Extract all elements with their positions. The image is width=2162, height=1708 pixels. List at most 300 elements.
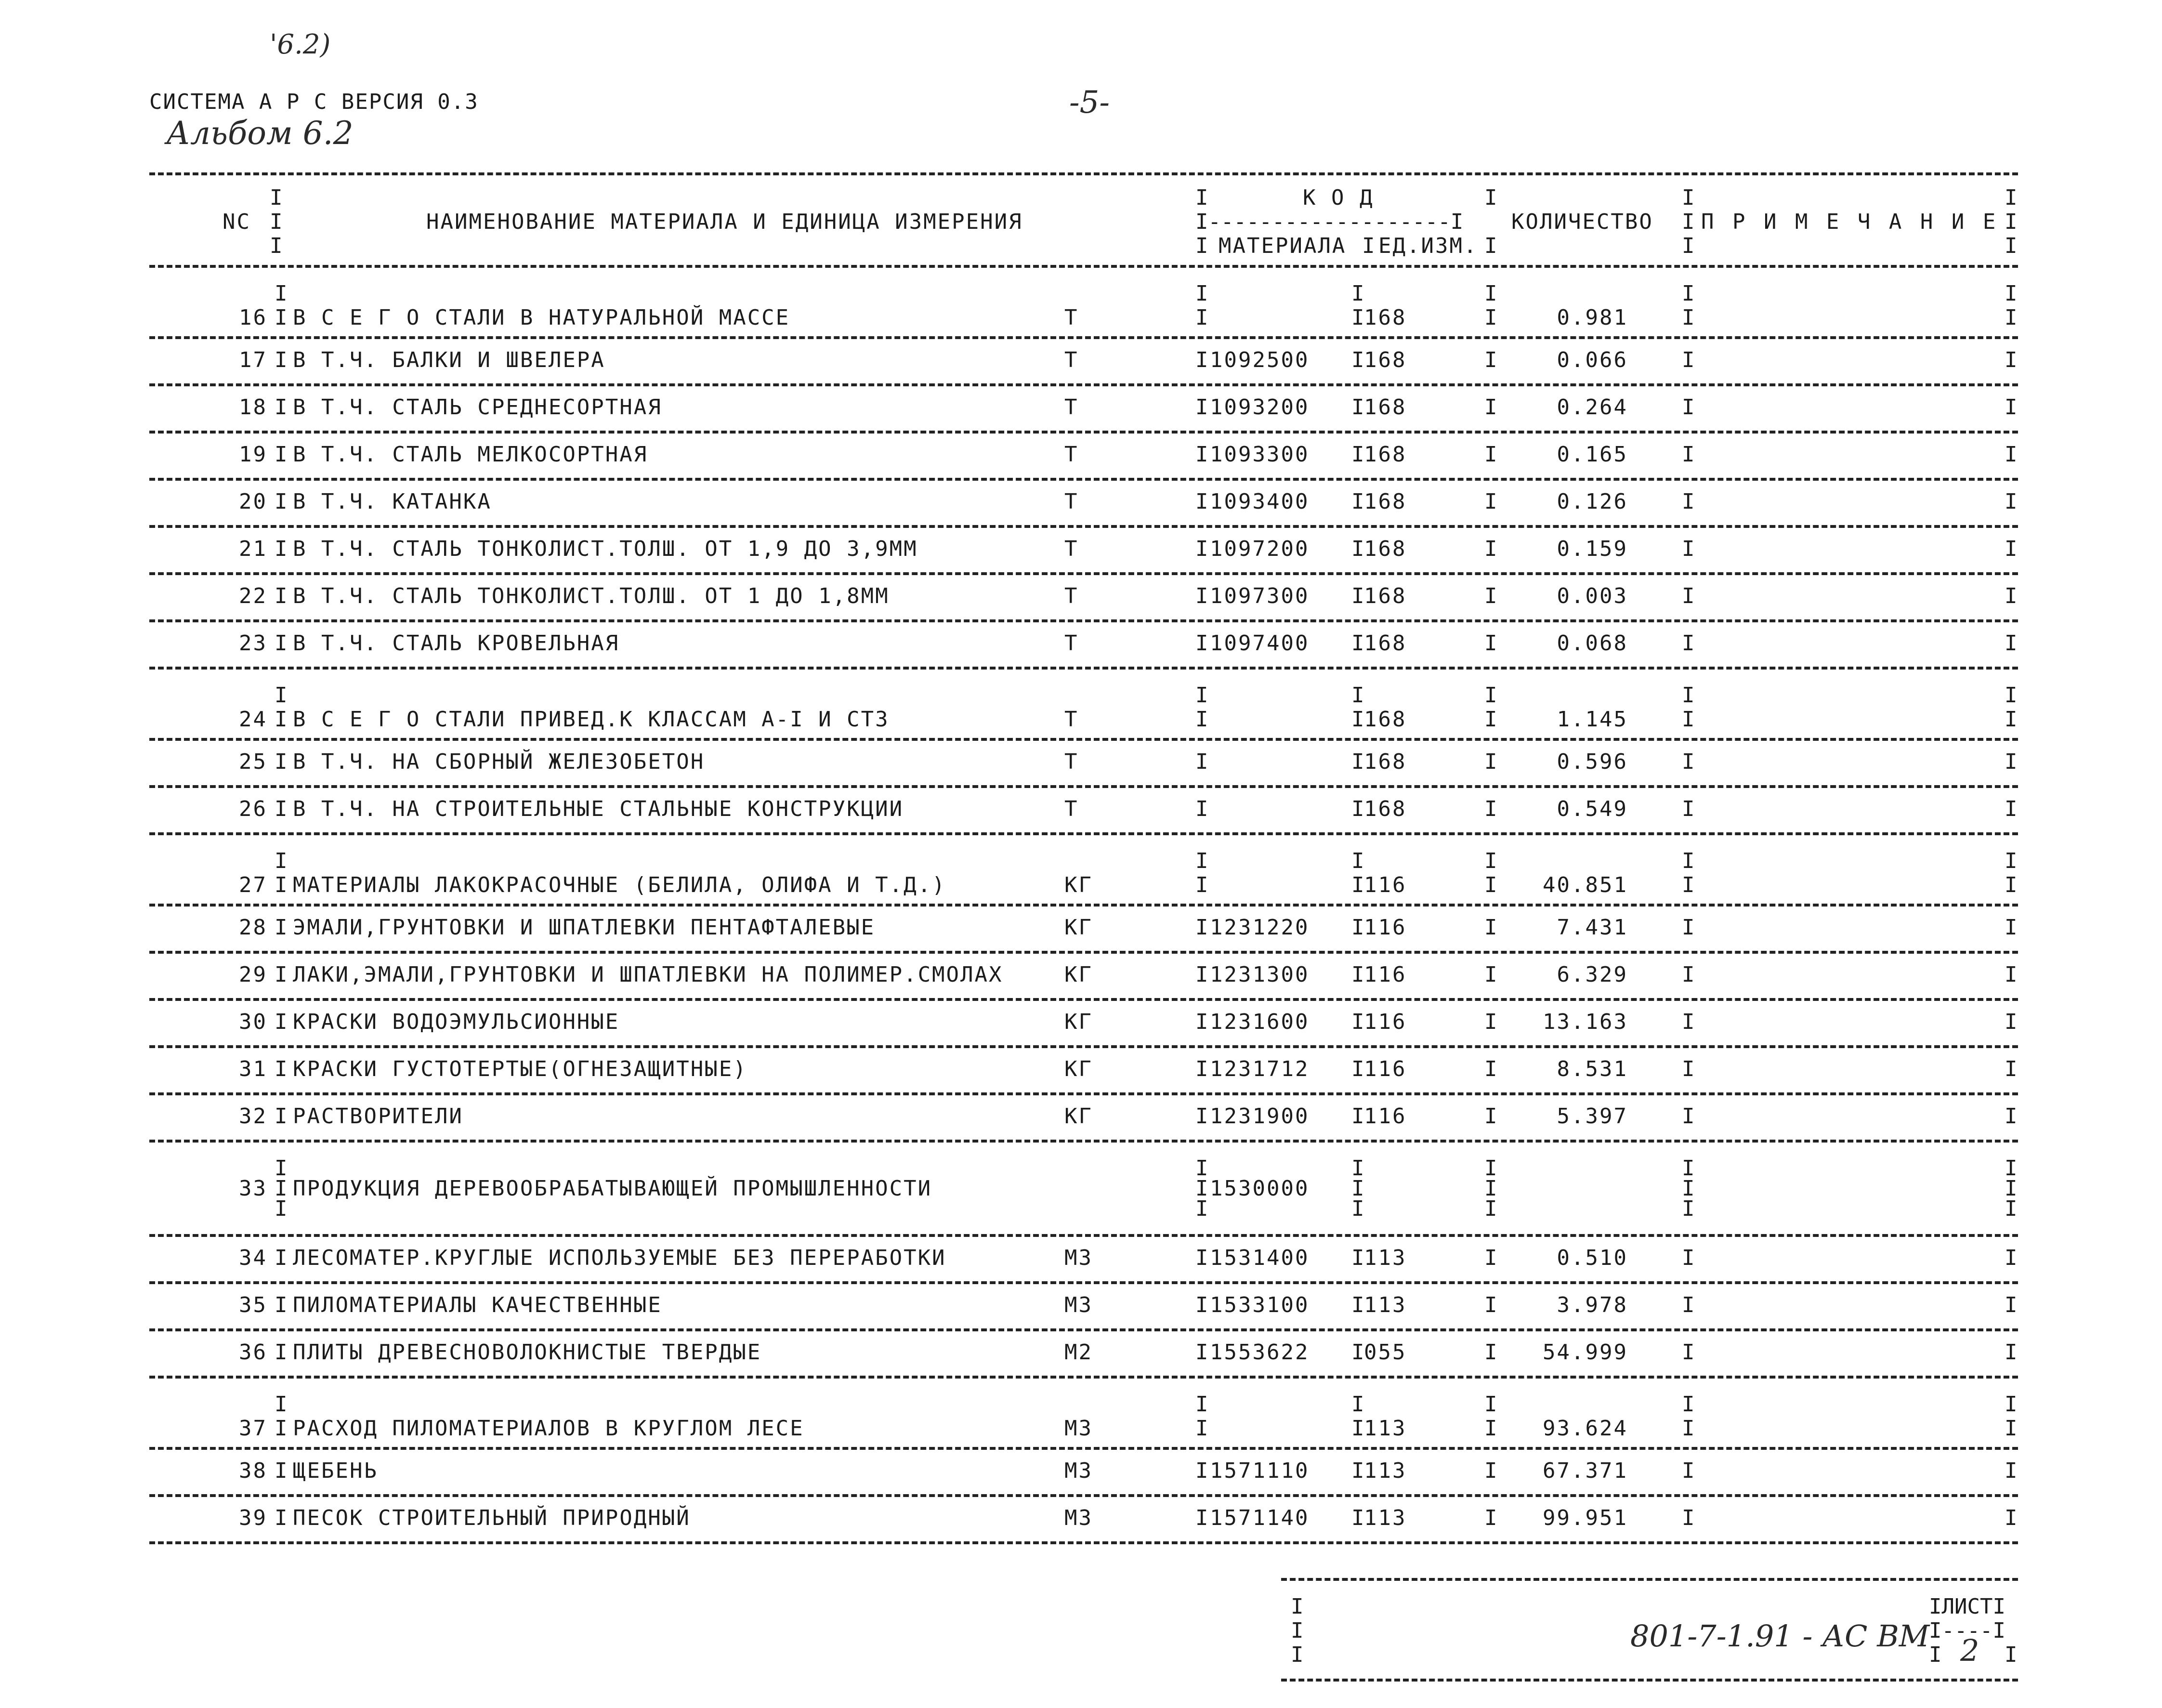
material-name: КРАСКИ ВОДОЭМУЛЬСИОННЫЕ: [293, 1010, 620, 1034]
bar: I: [1195, 1506, 1208, 1530]
unit-code: 116: [1364, 873, 1407, 897]
bar: I: [1682, 395, 1695, 420]
bar: I: [1195, 305, 1208, 330]
quantity: 5.397: [1557, 1104, 1628, 1129]
quantity: 99.951: [1543, 1506, 1628, 1530]
quantity: 40.851: [1543, 873, 1628, 897]
material-name: В Т.Ч. КАТАНКА: [293, 489, 492, 514]
row-divider: [149, 1140, 2018, 1143]
bar: I: [1351, 537, 1364, 561]
bar: I: [275, 305, 288, 330]
quantity: 67.371: [1543, 1458, 1628, 1483]
unit-code: 116: [1364, 1010, 1407, 1034]
bar: I: [275, 873, 288, 897]
bar: I: [270, 234, 283, 258]
unit-code: 168: [1364, 631, 1407, 656]
bar: I: [275, 1176, 288, 1201]
row-divider: [149, 1494, 2018, 1497]
row-number: 35: [239, 1293, 267, 1317]
bar: I: [1682, 1196, 1695, 1221]
bar: I: [1682, 749, 1695, 774]
bar: I: [2005, 707, 2018, 732]
unit: Т: [1064, 631, 1079, 656]
quantity: 3.978: [1557, 1293, 1628, 1317]
bar: I: [1351, 1156, 1364, 1181]
material-code: 1093300: [1210, 442, 1310, 467]
bar: I: [1484, 915, 1497, 940]
material-code: 1530000: [1210, 1176, 1310, 1201]
unit-code: 168: [1364, 489, 1407, 514]
bar: I: [275, 1196, 288, 1221]
header-code: К О Д: [1303, 185, 1374, 210]
unit: М3: [1064, 1416, 1093, 1441]
bar: I: [1682, 797, 1695, 821]
row-number: 18: [239, 395, 267, 420]
bar: I: [1484, 683, 1497, 708]
bar: I: [1195, 631, 1208, 656]
material-name: ЛЕСОМАТЕР.КРУГЛЫЕ ИСПОЛЬЗУЕМЫЕ БЕЗ ПЕРЕРАБОТКИ: [293, 1246, 946, 1270]
unit: КГ: [1064, 873, 1093, 897]
bar: I: [1351, 281, 1364, 306]
bar: I: [275, 1392, 288, 1417]
material-code: 1533100: [1210, 1293, 1310, 1317]
bar: I: [1351, 873, 1364, 897]
row-divider: [149, 1234, 2018, 1237]
bar: I: [1195, 1416, 1208, 1441]
unit-code: 116: [1364, 1104, 1407, 1129]
bar: I: [1351, 442, 1364, 467]
bar: I: [270, 210, 283, 234]
quantity: 0.068: [1557, 631, 1628, 656]
material-code: 1093400: [1210, 489, 1310, 514]
row-number: 20: [239, 489, 267, 514]
bar: I: [2005, 631, 2018, 656]
bar: I: [1682, 1340, 1695, 1365]
row-number: 27: [239, 873, 267, 897]
bar: I: [2005, 395, 2018, 420]
quantity: 0.549: [1557, 797, 1628, 821]
bar: I: [1351, 1246, 1364, 1270]
material-name: В Т.Ч. НА СТРОИТЕЛЬНЫЕ СТАЛЬНЫЕ КОНСТРУКЦИИ: [293, 797, 904, 821]
bar: I: [1351, 1458, 1364, 1483]
bar: I: [1291, 1642, 1304, 1667]
row-divider: [149, 336, 2018, 339]
bar: I: [275, 281, 288, 306]
bar: I: [1484, 1506, 1497, 1530]
row-number: 17: [239, 348, 267, 372]
material-name: В С Е Г О СТАЛИ ПРИВЕД.К КЛАССАМ А-I И СТ3: [293, 707, 890, 732]
bar: I: [1195, 395, 1208, 420]
material-code: 1097400: [1210, 631, 1310, 656]
row-number: 22: [239, 584, 267, 608]
unit-code: 168: [1364, 707, 1407, 732]
bar: I: [1682, 683, 1695, 708]
bar: I: [275, 1057, 288, 1081]
bar: I: [2005, 873, 2018, 897]
row-divider: [149, 572, 2018, 575]
bar: I: [1484, 234, 1497, 258]
bar: I: [1682, 305, 1695, 330]
bar: I: [1195, 749, 1208, 774]
material-name: МАТЕРИАЛЫ ЛАКОКРАСОЧНЫЕ (БЕЛИЛА, ОЛИФА И Т.Д.): [293, 873, 946, 897]
row-divider: [149, 667, 2018, 670]
top-mark: '6.2): [270, 29, 331, 60]
material-name: ЩЕБЕНЬ: [293, 1458, 378, 1483]
bar: I: [275, 683, 288, 708]
bar: I: [2005, 1392, 2018, 1417]
bar: I: [1682, 442, 1695, 467]
bar: I: [1484, 281, 1497, 306]
bar: I: [1682, 281, 1695, 306]
bar: I: [2005, 185, 2018, 210]
bar: I: [1195, 1010, 1208, 1034]
row-divider: [149, 904, 2018, 907]
bar: I: [1351, 1176, 1364, 1201]
bar: I: [1195, 915, 1208, 940]
bar: I: [1484, 797, 1497, 821]
bar: I: [275, 749, 288, 774]
quantity: 0.596: [1557, 749, 1628, 774]
quantity: 93.624: [1543, 1416, 1628, 1441]
unit-code: 168: [1364, 348, 1407, 372]
bar: I: [1484, 873, 1497, 897]
unit: КГ: [1064, 915, 1093, 940]
bar: I: [275, 442, 288, 467]
bar: I: [1682, 962, 1695, 987]
bar: I: [275, 962, 288, 987]
unit: Т: [1064, 749, 1079, 774]
unit-code: 116: [1364, 962, 1407, 987]
bar: I: [1195, 584, 1208, 608]
row-divider: [149, 1376, 2018, 1379]
bar: I: [2005, 1176, 2018, 1201]
bar: I: [1484, 1246, 1497, 1270]
bar: I: [275, 1104, 288, 1129]
row-number: 21: [239, 537, 267, 561]
bar: I: [1484, 1176, 1497, 1201]
unit: КГ: [1064, 1057, 1093, 1081]
bar: I: [1351, 1293, 1364, 1317]
bar: I: [1195, 1340, 1208, 1365]
row-number: 26: [239, 797, 267, 821]
bar: I: [1351, 1196, 1364, 1221]
bar: I: [1195, 281, 1208, 306]
material-name: В С Е Г О СТАЛИ В НАТУРАЛЬНОЙ МАССЕ: [293, 305, 790, 330]
unit: Т: [1064, 707, 1079, 732]
unit-code: 168: [1364, 749, 1407, 774]
system-line: СИСТЕМА А Р С ВЕРСИЯ 0.3: [149, 90, 479, 114]
bar: I: [1351, 305, 1364, 330]
bar: I: [1195, 234, 1208, 258]
bar: I: [1291, 1618, 1304, 1643]
bar: I: [2005, 234, 2018, 258]
bar: I: [1682, 1156, 1695, 1181]
bar: I: [1484, 1340, 1497, 1365]
unit: М3: [1064, 1246, 1093, 1270]
header-unit-measure: ЕД.ИЗМ.: [1378, 234, 1478, 258]
material-name: ПРОДУКЦИЯ ДЕРЕВООБРАБАТЫВАЮЩЕЙ ПРОМЫШЛЕННОСТИ: [293, 1176, 932, 1201]
bar: I: [1682, 185, 1695, 210]
divider: [149, 172, 2018, 175]
row-divider: [149, 951, 2018, 954]
row-divider: [149, 1045, 2018, 1048]
bar: I: [1195, 537, 1208, 561]
quantity: 0.165: [1557, 442, 1628, 467]
material-code: 1571140: [1210, 1506, 1310, 1530]
bar: I: [1351, 749, 1364, 774]
bar: I: [275, 1340, 288, 1365]
row-divider: [149, 785, 2018, 788]
row-number: 37: [239, 1416, 267, 1441]
unit: Т: [1064, 348, 1079, 372]
bar: I: [275, 489, 288, 514]
row-divider: [149, 738, 2018, 741]
album-label: Альбом 6.2: [166, 115, 354, 152]
bar: I: [1195, 348, 1208, 372]
bar: I: [2005, 1642, 2018, 1667]
header-quantity: КОЛИЧЕСТВО: [1511, 210, 1653, 234]
quantity: 8.531: [1557, 1057, 1628, 1081]
bar: I: [1682, 1176, 1695, 1201]
bar: I: [270, 185, 283, 210]
bar: I: [1929, 1642, 1942, 1667]
row-number: 38: [239, 1458, 267, 1483]
bar: I: [1682, 210, 1695, 234]
bar: I: [2005, 962, 2018, 987]
sheet-label: IЛИСТI: [1929, 1594, 2005, 1619]
material-code: 1231300: [1210, 962, 1310, 987]
unit-code: 168: [1364, 305, 1407, 330]
quantity: 7.431: [1557, 915, 1628, 940]
material-name: ЛАКИ,ЭМАЛИ,ГРУНТОВКИ И ШПАТЛЕВКИ НА ПОЛИМЕР.СМОЛАХ: [293, 962, 1003, 987]
bar: I: [1484, 1010, 1497, 1034]
bar: I: [2005, 1010, 2018, 1034]
bar: I: [2005, 1293, 2018, 1317]
bar: I: [2005, 797, 2018, 821]
bar: I: [2005, 584, 2018, 608]
material-code: 1097300: [1210, 584, 1310, 608]
bar: I: [2005, 210, 2018, 234]
bar: I: [1195, 489, 1208, 514]
header-code-divider: I-------------------I: [1195, 210, 1464, 234]
bar: I: [2005, 683, 2018, 708]
unit-code: 168: [1364, 797, 1407, 821]
bar: I: [1682, 584, 1695, 608]
bar: I: [1682, 1010, 1695, 1034]
unit: Т: [1064, 395, 1079, 420]
row-divider: [149, 383, 2018, 386]
unit: Т: [1064, 489, 1079, 514]
material-name: ПИЛОМАТЕРИАЛЫ КАЧЕСТВЕННЫЕ: [293, 1293, 662, 1317]
quantity: 6.329: [1557, 962, 1628, 987]
material-name: В Т.Ч. СТАЛЬ МЕЛКОСОРТНАЯ: [293, 442, 648, 467]
bar: I: [1682, 1293, 1695, 1317]
row-number: 19: [239, 442, 267, 467]
header-name: НАИМЕНОВАНИЕ МАТЕРИАЛА И ЕДИНИЦА ИЗМЕРЕНИЯ: [426, 210, 1023, 234]
bar: I: [2005, 305, 2018, 330]
bar: I: [1682, 849, 1695, 873]
quantity: 0.981: [1557, 305, 1628, 330]
row-number: 36: [239, 1340, 267, 1365]
material-code: 1571110: [1210, 1458, 1310, 1483]
bar: I: [1195, 1293, 1208, 1317]
quantity: 0.510: [1557, 1246, 1628, 1270]
unit-code: 168: [1364, 395, 1407, 420]
material-code: 1531400: [1210, 1246, 1310, 1270]
bar: I: [2005, 1506, 2018, 1530]
bar: I: [1682, 915, 1695, 940]
row-number: 29: [239, 962, 267, 987]
material-name: В Т.Ч. НА СБОРНЫЙ ЖЕЛЕЗОБЕТОН: [293, 749, 705, 774]
unit-code: 113: [1364, 1293, 1407, 1317]
bar: I: [1195, 683, 1208, 708]
row-number: 33: [239, 1176, 267, 1201]
bar: I: [1351, 395, 1364, 420]
bar: I: [1351, 489, 1364, 514]
bar: I: [1351, 1104, 1364, 1129]
bar: I: [1682, 1506, 1695, 1530]
unit: КГ: [1064, 962, 1093, 987]
bar: I: [2005, 1104, 2018, 1129]
bar: I: [275, 537, 288, 561]
material-name: В Т.Ч. БАЛКИ И ШВЕЛЕРА: [293, 348, 605, 372]
bar: I: [2005, 1196, 2018, 1221]
material-code: 1097200: [1210, 537, 1310, 561]
unit-code: 168: [1364, 537, 1407, 561]
bar: I: [1351, 683, 1364, 708]
bar: I: [1484, 1392, 1497, 1417]
header-material: МАТЕРИАЛА: [1219, 234, 1347, 258]
bar: I: [1484, 442, 1497, 467]
bar: I: [275, 1010, 288, 1034]
bar: I: [1351, 584, 1364, 608]
bar: I: [1351, 1057, 1364, 1081]
material-name: В Т.Ч. СТАЛЬ СРЕДНЕСОРТНАЯ: [293, 395, 662, 420]
unit: КГ: [1064, 1104, 1093, 1129]
bar: I: [1351, 1416, 1364, 1441]
bar: I: [1484, 537, 1497, 561]
bar: I: [1351, 962, 1364, 987]
material-name: В Т.Ч. СТАЛЬ КРОВЕЛЬНАЯ: [293, 631, 620, 656]
material-code: 1093200: [1210, 395, 1310, 420]
row-divider: [149, 1092, 2018, 1095]
row-number: 32: [239, 1104, 267, 1129]
bar: I: [1682, 1392, 1695, 1417]
quantity: 0.159: [1557, 537, 1628, 561]
bar: I: [1484, 749, 1497, 774]
bar: I: [2005, 1057, 2018, 1081]
bar: I: [1484, 185, 1497, 210]
bar: I: [2005, 749, 2018, 774]
bar: I: [1195, 1104, 1208, 1129]
unit-code: 168: [1364, 442, 1407, 467]
unit: Т: [1064, 442, 1079, 467]
bar: I: [1484, 707, 1497, 732]
bar: I: [2005, 489, 2018, 514]
bar: I: [1682, 1246, 1695, 1270]
row-number: 25: [239, 749, 267, 774]
bar: I: [1484, 348, 1497, 372]
bar: I: [1195, 1156, 1208, 1181]
bar: I: [1484, 1196, 1497, 1221]
bar: I: [1195, 1458, 1208, 1483]
bar: I: [2005, 1340, 2018, 1365]
unit-code: 168: [1364, 584, 1407, 608]
bar: I: [275, 348, 288, 372]
bar: I: [1682, 1416, 1695, 1441]
bar: I: [1351, 1340, 1364, 1365]
bar: I: [1682, 707, 1695, 732]
bar: I: [275, 915, 288, 940]
bar: I: [275, 1416, 288, 1441]
bar: I: [2005, 348, 2018, 372]
row-divider: [149, 832, 2018, 835]
unit: Т: [1064, 584, 1079, 608]
bar: I: [2005, 1246, 2018, 1270]
bar: I: [275, 584, 288, 608]
bar: I: [1351, 1010, 1364, 1034]
bar: I: [1682, 1104, 1695, 1129]
unit: М2: [1064, 1340, 1093, 1365]
row-divider: [149, 1447, 2018, 1450]
material-name: КРАСКИ ГУСТОТЕРТЫЕ(ОГНЕЗАЩИТНЫЕ): [293, 1057, 747, 1081]
bar: I: [1351, 915, 1364, 940]
unit: КГ: [1064, 1010, 1093, 1034]
bar: I: [275, 1293, 288, 1317]
bar: I: [1195, 1057, 1208, 1081]
bar: I: [2005, 1458, 2018, 1483]
unit: М3: [1064, 1293, 1093, 1317]
unit: Т: [1064, 305, 1079, 330]
sheet-divider: I----I: [1929, 1618, 2005, 1643]
unit-code: 116: [1364, 1057, 1407, 1081]
bar: I: [1195, 1176, 1208, 1201]
material-name: ЭМАЛИ,ГРУНТОВКИ И ШПАТЛЕВКИ ПЕНТАФТАЛЕВЫЕ: [293, 915, 876, 940]
bar: I: [275, 395, 288, 420]
bar: I: [1484, 849, 1497, 873]
bar: I: [275, 849, 288, 873]
unit-code: 113: [1364, 1416, 1407, 1441]
bar: I: [1484, 395, 1497, 420]
row-divider: [149, 478, 2018, 481]
material-code: 1553622: [1210, 1340, 1310, 1365]
bar: I: [1351, 631, 1364, 656]
bar: I: [1351, 797, 1364, 821]
bar: I: [1291, 1594, 1304, 1619]
row-number: 16: [239, 305, 267, 330]
bar: I: [275, 1506, 288, 1530]
bar: I: [1484, 1458, 1497, 1483]
bar: I: [275, 1156, 288, 1181]
bar: I: [275, 707, 288, 732]
row-number: 30: [239, 1010, 267, 1034]
bar: I: [1195, 707, 1208, 732]
bar: I: [1351, 348, 1364, 372]
unit: Т: [1064, 797, 1079, 821]
unit-code: 055: [1364, 1340, 1407, 1365]
bar: I: [1682, 234, 1695, 258]
bar: I: [275, 631, 288, 656]
material-name: В Т.Ч. СТАЛЬ ТОНКОЛИСТ.ТОЛШ. ОТ 1 ДО 1,8ММ: [293, 584, 890, 608]
material-name: РАСТВОРИТЕЛИ: [293, 1104, 463, 1129]
material-name: ПЕСОК СТРОИТЕЛЬНЫЙ ПРИРОДНЫЙ: [293, 1506, 691, 1530]
document-code: 801-7-1.91 - АС ВМ: [1630, 1618, 1930, 1654]
bar: I: [1682, 348, 1695, 372]
page-number: -5-: [1069, 85, 1110, 120]
bar: I: [1682, 873, 1695, 897]
bar: I: [275, 1246, 288, 1270]
material-code: 1231220: [1210, 915, 1310, 940]
